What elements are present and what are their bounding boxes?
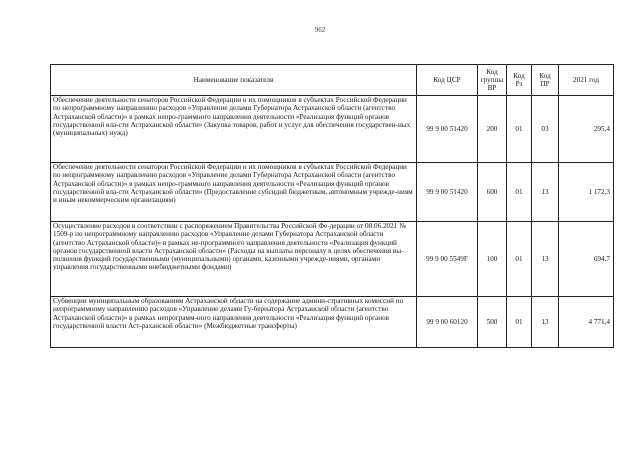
header-vr: Код группы ВР bbox=[478, 65, 507, 96]
row-pr: 13 bbox=[532, 163, 559, 222]
row-pr: 13 bbox=[532, 222, 559, 297]
row-amount: 694,7 bbox=[559, 222, 614, 297]
row-amount: 4 771,4 bbox=[559, 297, 614, 348]
row-csr: 99 9 00 5549F bbox=[417, 222, 478, 297]
page-number: 962 bbox=[314, 26, 326, 34]
row-amount: 295,4 bbox=[559, 96, 614, 163]
row-vr: 100 bbox=[478, 222, 507, 297]
row-name: Обеспечение деятельности сенаторов Российской Федерации и их помощников в субъектах Российской Федерации по непрограммному направлению расходов «Управление делами Губернатора Астраханской области (агентство Астраханской области)» в рамках непро-граммного направления деятельности «Реализация функций органов государственной вла-сти Астраханской области» (Закупка товаров, работ и услуг для обеспечения государствен-ных (муниципальных) нужд) bbox=[51, 96, 417, 163]
header-year: 2021 год bbox=[559, 65, 614, 96]
budget-table bbox=[50, 64, 614, 348]
row-amount: 1 172,3 bbox=[559, 163, 614, 222]
table-header-row bbox=[51, 65, 614, 96]
row-rz: 01 bbox=[507, 96, 532, 163]
table-row bbox=[51, 163, 614, 222]
row-pr: 13 bbox=[532, 297, 559, 348]
header-pr: Код ПР bbox=[532, 65, 559, 96]
header-rz: Код Рз bbox=[507, 65, 532, 96]
row-vr: 600 bbox=[478, 163, 507, 222]
row-name: Обеспечение деятельности сенаторов Российской Федерации и их помощников в субъектах Российской Федерации по непрограммному направлению расходов «Управление делами Губернатора Астраханской области (агентство Астраханской области)» в рамках непро-граммного направления деятельности «Реализация функций органов государственной вла-сти Астраханской области» (Предоставление субсидий бюджетным, автономным учрежде-ниям и иным некоммерческим организациям) bbox=[51, 163, 417, 222]
row-rz: 01 bbox=[507, 163, 532, 222]
row-rz: 01 bbox=[507, 222, 532, 297]
row-vr: 500 bbox=[478, 297, 507, 348]
row-rz: 01 bbox=[507, 297, 532, 348]
table-row bbox=[51, 222, 614, 297]
row-name: Осуществление расходов в соответствии с распоряжением Правительства Российской Фе-дерации от 08.06.2021 № 1509-р по непрограммному направлению расходов «Управление делами Губернатора Астраханской области (агентство Астраханской области)» в рамках не-программного направления деятельности «Реализация функций органов государственной власти Астраханской области» (Расходы на выплаты персоналу в целях обеспечения вы-полнения функций государственными (муниципальными) органами, казенными учрежде-ниями, органами управления государственными внебюджетными фондами) bbox=[51, 222, 417, 297]
row-name: Субвенции муниципальным образованиям Астраханской области на содержание админи-стративных комиссий по непрограммному направлению расходов «Управление делами Гу-бернатора Астраханской области (агентство Астраханской области)» в рамках непрограмм-ного направления деятельности «Реализация функций органов государственной власти Аст-раханской области» (Межбюджетные трансферты) bbox=[51, 297, 417, 348]
header-csr: Код ЦСР bbox=[417, 65, 478, 96]
row-csr: 99 9 00 51420 bbox=[417, 96, 478, 163]
row-pr: 03 bbox=[532, 96, 559, 163]
header-name: Наименование показателя bbox=[51, 65, 417, 96]
row-csr: 99 9 00 51420 bbox=[417, 163, 478, 222]
row-vr: 200 bbox=[478, 96, 507, 163]
table-row bbox=[51, 96, 614, 163]
table-row bbox=[51, 297, 614, 348]
row-csr: 99 9 00 60120 bbox=[417, 297, 478, 348]
